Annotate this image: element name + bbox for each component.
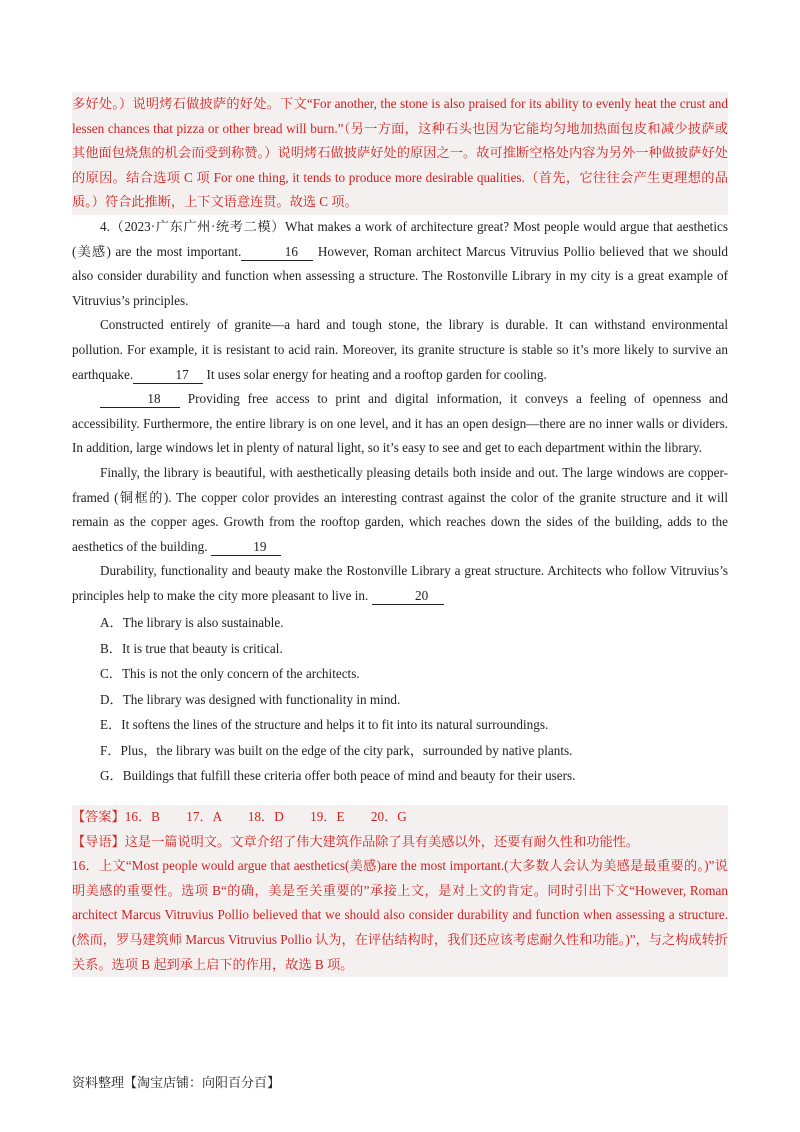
paragraph-3-text: Providing free access to print and digital information, it conveys a feeling of openness and accessibility. Furthermore, the entire library is on one level, and it has an open design—there are no inner walls or dividers. In addition, large windows let in plenty of natural light, so it’s easy to see and get to each department within the library. [72, 391, 728, 456]
blank-17: 17 [133, 366, 203, 384]
answer-label: 【答案】 [72, 808, 125, 824]
paragraph-1-text-before: 4.（2023·广东广州·统考二模）What makes a work of architecture great? Most people would argue that aesthetics (美感) are the most important. [72, 218, 728, 259]
option-d: D．The library was designed with functionality in mind. [100, 691, 401, 707]
paragraph-4-text: Finally, the library is beautiful, with aesthetically pleasing details both inside and out. The large windows are copper-framed (铜框的). The copper color provides an interesting contrast against the color of the granite structure and it will remain as the copper ages. Growth from the rooftop garden, which reaches down the sides of the building, adds to the aesthetics of the building. [72, 464, 728, 554]
document-page [72, 92, 728, 977]
previous-explanation: 多好处。）说明烤石做披萨的好处。下文“For another, the stone is also praised for its ability to evenly heat the crust and lessen chances that pizza or other bread will burn.”（另一方面，这种石头也因为它能均匀地加热面包皮和减少披萨或其他面包烧焦的机会而受到称赞。）说明烤石做披萨好处的原因之一。故可推断空格处内容为另外一种做披萨好处的原因。结合选项 C 项 For one thing, it tends to produce more desirable qualities.（首先，它往往会产生更理想的品质。）符合此推断，上下文语意连贯。故选 C 项。 [72, 92, 728, 215]
paragraph-2-text-after: It uses solar energy for heating and a rooftop garden for cooling. [203, 366, 547, 382]
footer-source: 资料整理【淘宝店铺：向阳百分百】 [72, 1076, 281, 1091]
paragraph-5-text: Durability, functionality and beauty make the Rostonville Library a great structure. Architects who follow Vitruvius’s principles help to make the city more pleasant to live in. [72, 563, 728, 603]
option-b: B．It is true that beauty is critical. [100, 640, 283, 656]
blank-18: 18 [100, 390, 180, 408]
answer-line [72, 805, 728, 830]
answer-items: 16．B 17．A 18．D 19．E 20．G [124, 808, 407, 824]
option-f: F．Plus，the library was built on the edge of the city park，surrounded by native plants. [100, 742, 573, 758]
explanation-16: 16．上文“Most people would argue that aesthetics(美感)are the most important.(大多数人会认为美感是最重要的。)”说明美感的重要性。选项 B“的确，美是至关重要的”承接上文，是对上文的肯定。同时引出下文“However, Roman architect Marcus Vitruvius Pollio believed that we should also consider durability and function when assessing a structure.(然而，罗马建筑师 Marcus Vitruvius Pollio 认为，在评估结构时，我们还应该考虑耐久性和功能。)”，与之构成转折关系。选项 B 起到承上启下的作用，故选 B 项。 [72, 858, 728, 972]
blank-16: 16 [241, 243, 313, 261]
option-c: C．This is not the only concern of the architects. [100, 666, 360, 682]
guide-line [72, 830, 728, 855]
option-e: E．It softens the lines of the structure and helps it to fit into its natural surroundings. [100, 717, 549, 733]
paragraph-2-text-before: Constructed entirely of granite—a hard and tough stone, the library is durable. It can withstand environmental pollution. For example, it is resistant to acid rain. Moreover, its granite structure is stable so it’s more likely to survive an earthquake. [72, 317, 728, 382]
paragraph-1-text-after: However, Roman architect Marcus Vitruvius Pollio believed that we should also consider durability and function when assessing a structure. The Rostonville Library in my city is a great example of Vitruvius’s principles. [72, 243, 728, 308]
blank-19: 19 [211, 538, 281, 556]
blank-20: 20 [372, 587, 444, 605]
guide-text: 这是一篇说明文。文章介绍了伟大建筑作品除了具有美感以外，还要有耐久性和功能性。 [124, 833, 640, 849]
question-paragraph-4 [72, 461, 728, 559]
question-paragraph-2 [72, 313, 728, 387]
question-paragraph-5 [72, 559, 728, 608]
question-paragraph-1 [72, 215, 728, 313]
guide-label: 【导语】 [72, 833, 125, 849]
option-a: A．The library is also sustainable. [100, 615, 284, 631]
question-paragraph-3 [72, 387, 728, 461]
option-g: G．Buildings that fulfill these criteria offer both peace of mind and beauty for their users. [100, 768, 576, 784]
answer-block [72, 805, 728, 977]
options-list [72, 610, 728, 789]
